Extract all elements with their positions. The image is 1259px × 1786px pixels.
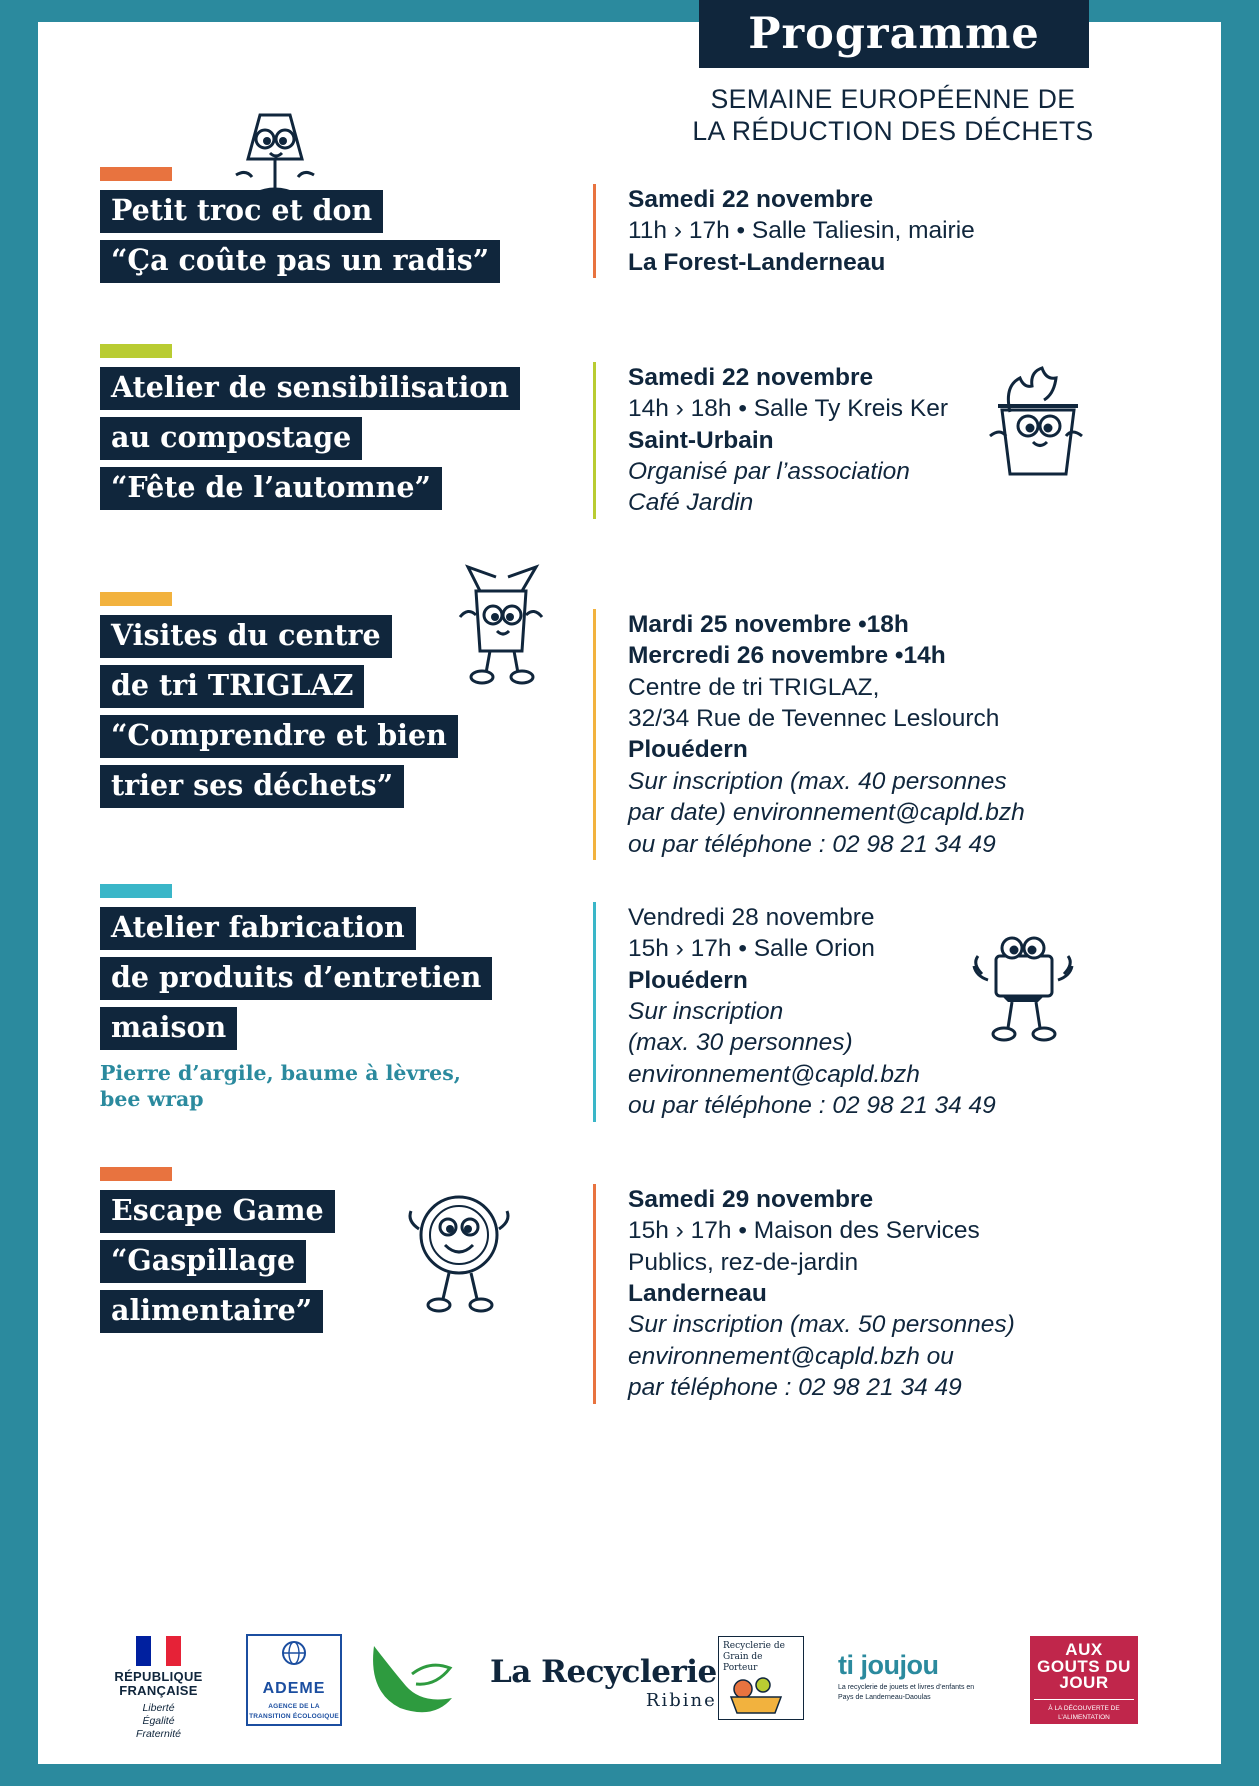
- event-details-4: [593, 902, 996, 1122]
- event-title-line: de produits d’entretien: [100, 957, 492, 1000]
- radish-bin-mascot-icon: [976, 350, 1096, 480]
- event-subtitle: Pierre d’argile, baume à lèvres, bee wrap: [100, 1061, 461, 1111]
- event-title-line: “Fête de l’automne”: [100, 467, 442, 510]
- event-note: Sur inscription: [628, 998, 784, 1026]
- event-title-line: “Ça coûte pas un radis”: [100, 240, 500, 283]
- logo-ademe: [246, 1634, 342, 1726]
- box-mascot-icon: [438, 547, 568, 687]
- poster-header: [38, 9, 1221, 192]
- event-title-line: “Gaspillage: [100, 1240, 306, 1283]
- event-title-line: de tri TRIGLAZ: [100, 665, 364, 708]
- event-note: Sur inscription (max. 50 personnes): [628, 1311, 1015, 1339]
- event-city: La Forest-Landerneau: [628, 248, 886, 276]
- event-accent-bar-2: [100, 344, 172, 358]
- event-city: Plouédern: [628, 736, 748, 764]
- event-note: par téléphone : 02 98 21 34 49: [628, 1374, 962, 1402]
- logo-la-recyclerie: [490, 1654, 717, 1711]
- event-title-line: alimentaire”: [100, 1290, 323, 1333]
- footer-logos: [38, 1614, 1221, 1764]
- rf-motto-2: Égalité: [142, 1714, 175, 1727]
- event-title-line: Escape Game: [100, 1190, 335, 1233]
- logo-ti-joujou: [838, 1650, 988, 1703]
- lamp-mascot-icon: [218, 97, 328, 217]
- french-flag-icon: [136, 1636, 182, 1666]
- basket-icon: [723, 1673, 793, 1717]
- event-note: Café Jardin: [628, 489, 754, 517]
- plate-mascot-icon: [393, 1177, 523, 1317]
- ademe-subtitle: AGENCE DE LA TRANSITION ÉCOLOGIQUE: [249, 1703, 339, 1720]
- logo-eco-organisme: [368, 1640, 460, 1727]
- rf-title-line2: FRANÇAISE: [119, 1683, 198, 1699]
- event-note: ou par téléphone : 02 98 21 34 49: [628, 1092, 996, 1120]
- event-date: Mardi 25 novembre •18h: [628, 611, 909, 638]
- ademe-name: ADEME: [262, 1680, 326, 1697]
- event-note: ou par téléphone : 02 98 21 34 49: [628, 830, 996, 858]
- event-city: Saint-Urbain: [628, 426, 774, 454]
- event-title-line: Atelier de sensibilisation: [100, 367, 520, 410]
- logo-aux-gouts-du-jour: [1030, 1636, 1138, 1724]
- event-city: Plouédern: [628, 966, 748, 994]
- event-place: 15h › 17h • Salle Orion: [628, 935, 875, 963]
- logo-grain-de-porteur: [718, 1636, 804, 1720]
- event-place: 14h › 18h • Salle Ty Kreis Ker: [628, 395, 948, 423]
- event-note: Organisé par l’association: [628, 458, 910, 486]
- event-details-1: [593, 184, 975, 278]
- poster-page: [38, 9, 1221, 1764]
- tijoujou-desc: La recyclerie de jouets et livres d’enfants en Pays de Landerneau-Daoulas: [838, 1684, 975, 1701]
- event-address: 32/34 Rue de Tevennec Leslourch: [628, 705, 1000, 733]
- event-accent-bar-1: [100, 167, 172, 181]
- gouts-name: AUX GOUTS DU JOUR: [1037, 1640, 1131, 1693]
- event-accent-bar-3: [100, 592, 172, 606]
- event-title-line: au compostage: [100, 417, 362, 460]
- event-title-line: trier ses déchets”: [100, 765, 404, 808]
- recyclerie-sub: Ribine: [645, 1690, 717, 1711]
- event-note: environnement@capld.bzh ou: [628, 1342, 954, 1370]
- event-date: Vendredi 28 novembre: [628, 904, 875, 931]
- rf-motto-1: Liberté: [142, 1701, 175, 1714]
- event-title-3: [100, 615, 458, 815]
- event-title-4: [100, 907, 492, 1112]
- logo-republique-francaise: [86, 1636, 231, 1741]
- gouts-tagline: À LA DÉCOUVERTE DE L’ALIMENTATION: [1034, 1699, 1134, 1722]
- rf-title-line1: RÉPUBLIQUE: [114, 1669, 203, 1684]
- event-title-2: [100, 367, 520, 517]
- event-title-line: “Comprendre et bien: [100, 715, 458, 758]
- event-note: Sur inscription (max. 40 personnes: [628, 767, 1007, 795]
- recyclerie-name: La Recyclerie: [490, 1654, 717, 1690]
- event-note: environnement@capld.bzh: [628, 1060, 920, 1088]
- event-title-line: maison: [100, 1007, 237, 1050]
- programme-badge: [699, 0, 1089, 68]
- event-note: par date) environnement@capld.bzh: [628, 799, 1025, 827]
- event-details-3: [593, 609, 1025, 860]
- header-subtitle-line1: SEMAINE EUROPÉENNE DE: [710, 84, 1076, 114]
- event-accent-bar-4: [100, 884, 172, 898]
- event-title-line: Petit troc et don: [100, 190, 383, 233]
- rf-motto-3: Fraternité: [136, 1727, 181, 1740]
- event-title-line: Visites du centre: [100, 615, 392, 658]
- event-date: Samedi 29 novembre: [628, 1186, 874, 1213]
- event-details-2: [593, 362, 948, 519]
- event-date: Mercredi 26 novembre •14h: [628, 642, 946, 670]
- event-note: (max. 30 personnes): [628, 1029, 853, 1057]
- ademe-globe-icon: [277, 1640, 311, 1670]
- event-details-5: [593, 1184, 1015, 1404]
- header-subtitle-line2: LA RÉDUCTION DES DÉCHETS: [692, 116, 1094, 146]
- event-place: 11h › 17h • Salle Taliesin, mairie: [628, 217, 975, 245]
- event-title-line: Atelier fabrication: [100, 907, 416, 950]
- event-place: Centre de tri TRIGLAZ,: [628, 673, 880, 701]
- porteur-text: Recyclerie de Grain de Porteur: [723, 1641, 785, 1673]
- eco-leaf-icon: [368, 1640, 460, 1722]
- event-city: Landerneau: [628, 1280, 767, 1308]
- event-date: Samedi 22 novembre: [628, 186, 874, 213]
- cleaning-product-mascot-icon: [958, 922, 1088, 1052]
- tijoujou-name: ti joujou: [838, 1650, 939, 1680]
- event-title-5: [100, 1190, 335, 1340]
- event-date: Samedi 22 novembre: [628, 364, 874, 391]
- programme-badge-label: Programme: [748, 9, 1040, 59]
- event-place: 15h › 17h • Maison des Services: [628, 1217, 980, 1245]
- event-place-2: Publics, rez-de-jardin: [628, 1248, 859, 1276]
- event-accent-bar-5: [100, 1167, 172, 1181]
